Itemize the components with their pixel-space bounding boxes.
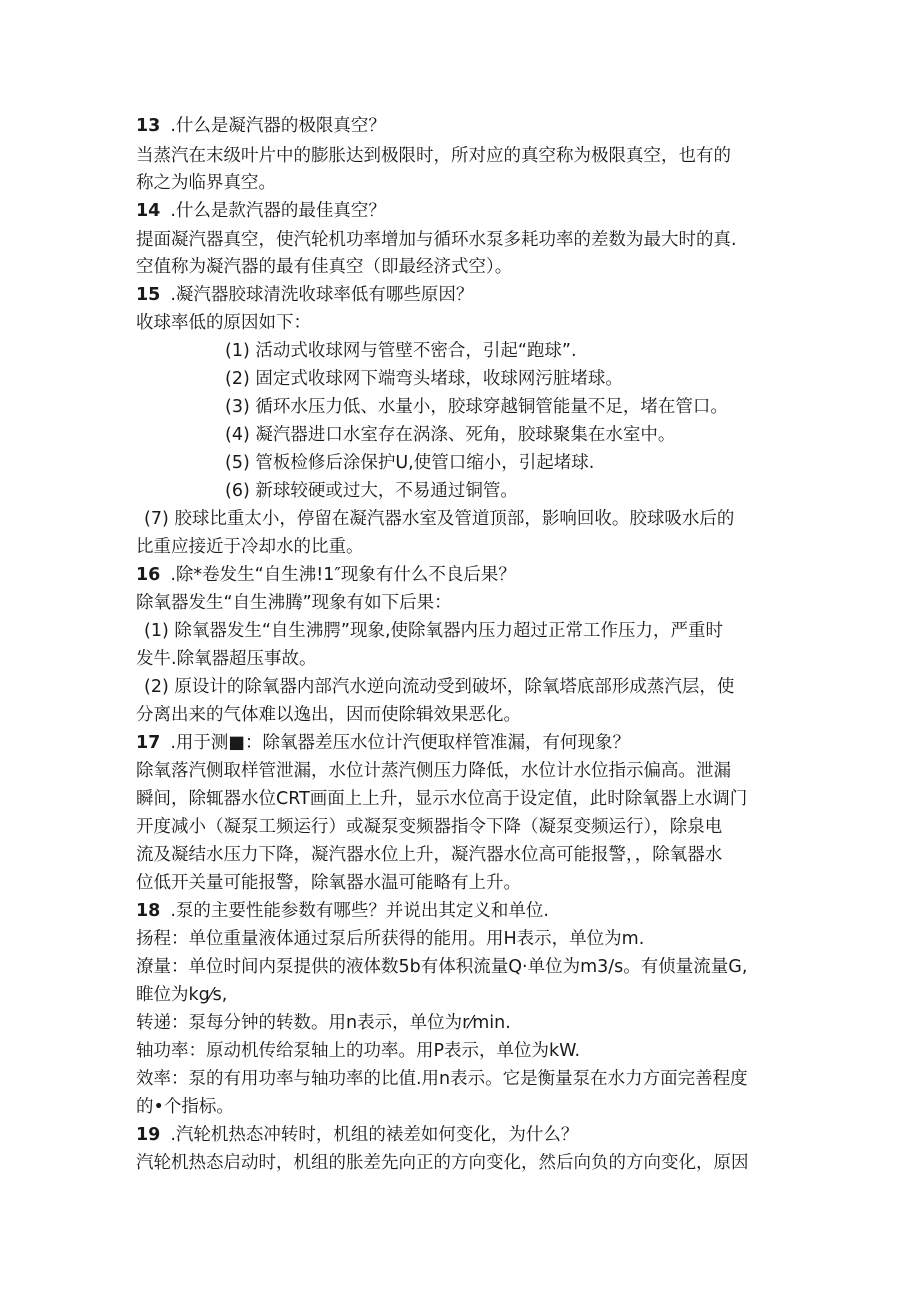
answer-line: 潦量：单位时间内泵提供的液体数5b有体积流量Q·单位为m3/s。有侦量流量G, [136,957,748,977]
answer-line: 提面凝汽器真空，使汽轮机功率增加与循环水泵多耗功率的差数为最大时的真. [136,230,737,250]
question-number: 14 [136,201,161,221]
question-heading [136,562,796,588]
question-text: .泵的主要性能参数有哪些？并说出其定义和单位. [170,901,549,921]
question-number: 19 [136,1125,161,1145]
answer-line: 收球率低的原因如下： [136,313,311,333]
answer-line: 称之为临界真空。 [136,173,276,193]
question-heading [136,198,796,224]
answer-line: 除氧器发生“自生沸腾”现象有如下后果： [136,593,452,613]
answer-line: 扬程：单位重量液体通过泵后所获得的能用。用H表示，单位为m. [136,929,645,949]
list-item: (1) 除氧器发生“自生沸腭”现象,使除氧器内压力超过正常工作压力，严重时 [144,621,724,641]
question-heading [136,1122,796,1148]
question-heading [136,282,796,308]
answer-line: 转递：泵每分钟的转数。用n表示，单位为r⁄min. [136,1013,511,1033]
answer-line: 发牛.除氧器超压事故。 [136,649,317,669]
list-item: (3) 循环水压力低、水量小，胶球穿越铜管能量不足，堵在管口。 [225,397,728,417]
list-item: (4) 凝汽器进口水室存在涡涤、死角，胶球聚集在水室中。 [225,425,676,445]
list-item: (2) 原设计的除氧器内部汽水逆向流动受到破坏，除氧塔底部形成蒸汽层，使 [144,677,735,697]
list-item: (2) 固定式收球网下端弯头堵球，收球网污脏堵球。 [225,369,623,389]
answer-line: 睢位为kg⁄s, [136,985,228,1005]
answer-line: 的•个指标。 [136,1097,234,1117]
question-number: 16 [136,565,161,585]
question-heading [136,730,796,756]
list-item: (1) 活动式收球网与管壁不密合，引起“跑球”. [225,341,577,361]
answer-line: 瞬间，除辄器水位CRT画面上上升，显示水位高于设定值，此时除氧器上水调门 [136,789,748,809]
answer-line: 开度减小（凝泵工频运行）或凝泵变频器指令下降（凝泵变频运行），除泉电 [136,817,723,837]
answer-line: 汽轮机热态启动时，机组的胀差先向正的方向变化，然后向负的方向变化，原因 [136,1153,749,1173]
answer-line: 除氧落汽侧取样管泄漏，水位计蒸汽侧压力降低，水位计水位指示偏高。泄漏 [136,761,731,781]
answer-line: 分离出来的气体难以逸出，因而使除辑效果恶化。 [136,705,521,725]
question-text: .什么是凝汽器的极限真空？ [170,116,386,136]
answer-line: 位低开关量可能报警，除氧器水温可能略有上升。 [136,873,521,893]
question-number: 17 [136,733,161,753]
answer-line: 轴功率：原动机传给泵轴上的功率。用P表示，单位为kW. [136,1041,581,1061]
question-text: .凝汽器胶球清洗收球率低有哪些原因？ [170,285,474,305]
answer-line: 比重应接近于冷却水的比重。 [136,537,364,557]
list-item: (6) 新球较硬或过大，不易通过铜管。 [225,481,518,501]
question-text: .什么是款汽器的最佳真空？ [170,201,386,221]
answer-line: 空值称为凝汽器的最有佳真空（即最经济式空）。 [136,257,513,277]
answer-line: 流及凝结水压力下降，凝汽器水位上升，凝汽器水位高可能报警，，除氧器水 [136,845,723,865]
question-number: 13 [136,116,161,136]
question-number: 15 [136,285,161,305]
question-text: .除*卷发生“自生沸!1″现象有什么不良后果？ [170,565,516,585]
question-text: .汽轮机热态冲转时，机组的裱差如何变化，为什么？ [170,1125,579,1145]
question-text: .用于测■：除氧器差压水位计汽便取样管准漏，有何现象？ [170,733,630,753]
answer-line: 效率：泵的有用功率与轴功率的比值.用n表示。它是衡量泵在水力方面完善程度 [136,1069,748,1089]
question-heading [136,113,796,139]
question-heading [136,898,796,924]
list-item: (5) 管板检修后涂保护U,使管口缩小，引起堵球. [225,453,595,473]
list-item: (7) 胶球比重太小，停留在凝汽器水室及管道顶部，影响回收。胶球吸水后的 [144,509,735,529]
answer-line: 当蒸汽在末级叶片中的膨胀达到极限时，所对应的真空称为极限真空，也有的 [136,146,731,166]
question-number: 18 [136,901,161,921]
